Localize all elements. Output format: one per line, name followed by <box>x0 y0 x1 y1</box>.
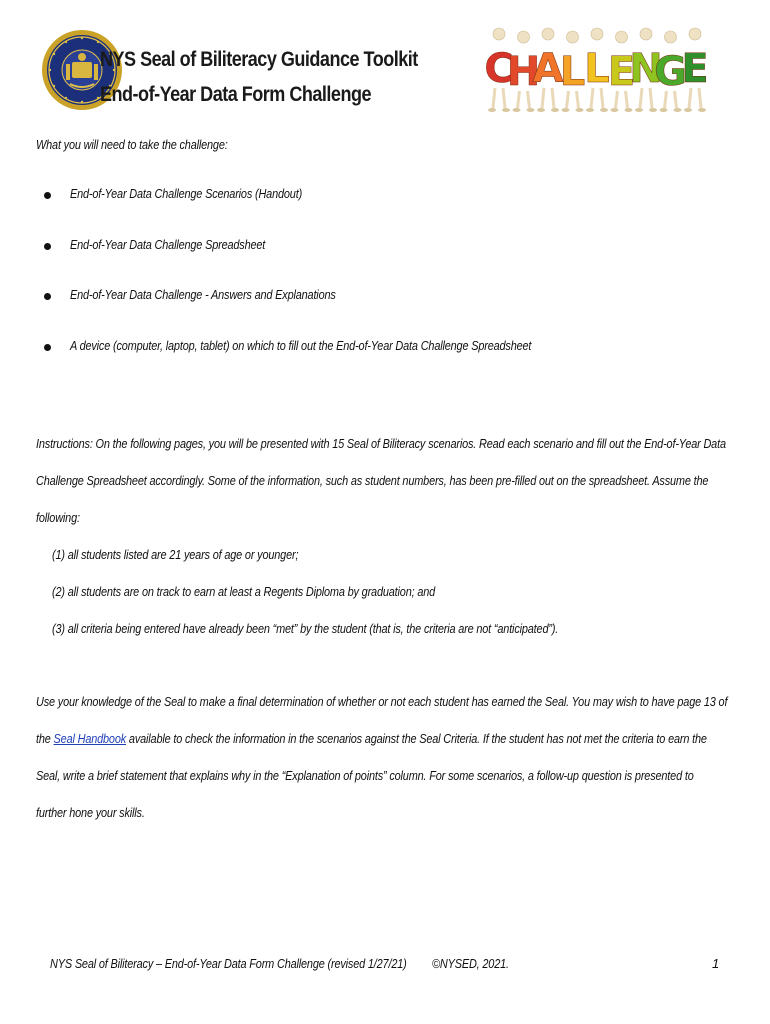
form-challenge-title: End-of-Year Data Form Challenge <box>100 83 372 106</box>
assumptions-list <box>52 547 655 658</box>
intro-text: What you will need to take the challenge: <box>36 137 228 152</box>
bullet-icon <box>44 243 51 250</box>
challenge-letter: N <box>629 46 663 92</box>
toolkit-title: NYS Seal of Biliteracy Guidance Toolkit <box>100 48 418 71</box>
challenge-letter-figure <box>584 28 610 112</box>
bullet-icon <box>44 192 51 199</box>
bullet-icon <box>44 293 51 300</box>
list-item: A device (computer, laptop, tablet) on which to fill out the End-of-Year Data Challenge Spreadsheet <box>44 338 619 389</box>
assumption-item: (1) all students listed are 21 years of age or younger; <box>52 547 299 562</box>
requirements-list <box>44 186 619 388</box>
seal-handbook-link[interactable]: Seal Handbook <box>53 731 127 746</box>
list-item: End-of-Year Data Challenge - Answers and Explanations <box>44 287 619 338</box>
challenge-letter: E <box>607 49 636 95</box>
challenge-letter: A <box>532 46 564 92</box>
challenge-letter: L <box>559 49 586 95</box>
challenge-letter-figure <box>681 28 708 112</box>
page-number: 1 <box>712 956 720 971</box>
challenge-letter-figure <box>560 31 586 112</box>
challenge-letter: G <box>654 49 687 95</box>
challenge-letter: E <box>681 46 709 92</box>
bullet-icon <box>44 344 51 351</box>
challenge-letter: C <box>484 46 514 92</box>
assumption-item: (2) all students are on track to earn at least a Regents Diploma by graduation; and <box>52 584 436 599</box>
challenge-letter: H <box>506 49 541 95</box>
footer-title: NYS Seal of Biliteracy – End-of-Year Data Form Challenge (revised 1/27/21) <box>50 956 407 971</box>
instructions-paragraph: Instructions: On the following pages, you will be presented with 15 Seal of Biliteracy scenarios. Read each scenario and fill out the End-of-Year Data Challenge Spreadsheet accordingly. Some of the information, such as student numbers, has been pre-filled out on the spreadsheet. Assume the following: <box>36 436 726 525</box>
knowledge-paragraph: Use your knowledge of the Seal to make a final determination of whether or not each student has earned the Seal. You may wish to have page 13 of the Seal Handbook available to check the information in the scenarios against the Seal Criteria. If the student has not met the criteria to earn the Seal, write a brief statement that explains why in the “Explanation of points” column. For some scenarios, a follow-up question is presented to further hone your skills. <box>36 694 728 820</box>
list-item: End-of-Year Data Challenge Scenarios (Handout) <box>44 186 619 237</box>
challenge-illustration <box>484 24 714 120</box>
title-block <box>100 42 469 112</box>
footer-copyright: ©NYSED, 2021. <box>432 956 509 971</box>
assumption-item: (3) all criteria being entered have already been “met” by the student (that is, the criteria are not “anticipated”). <box>52 621 559 636</box>
list-item: End-of-Year Data Challenge Spreadsheet <box>44 237 619 288</box>
challenge-letter: L <box>584 46 610 92</box>
